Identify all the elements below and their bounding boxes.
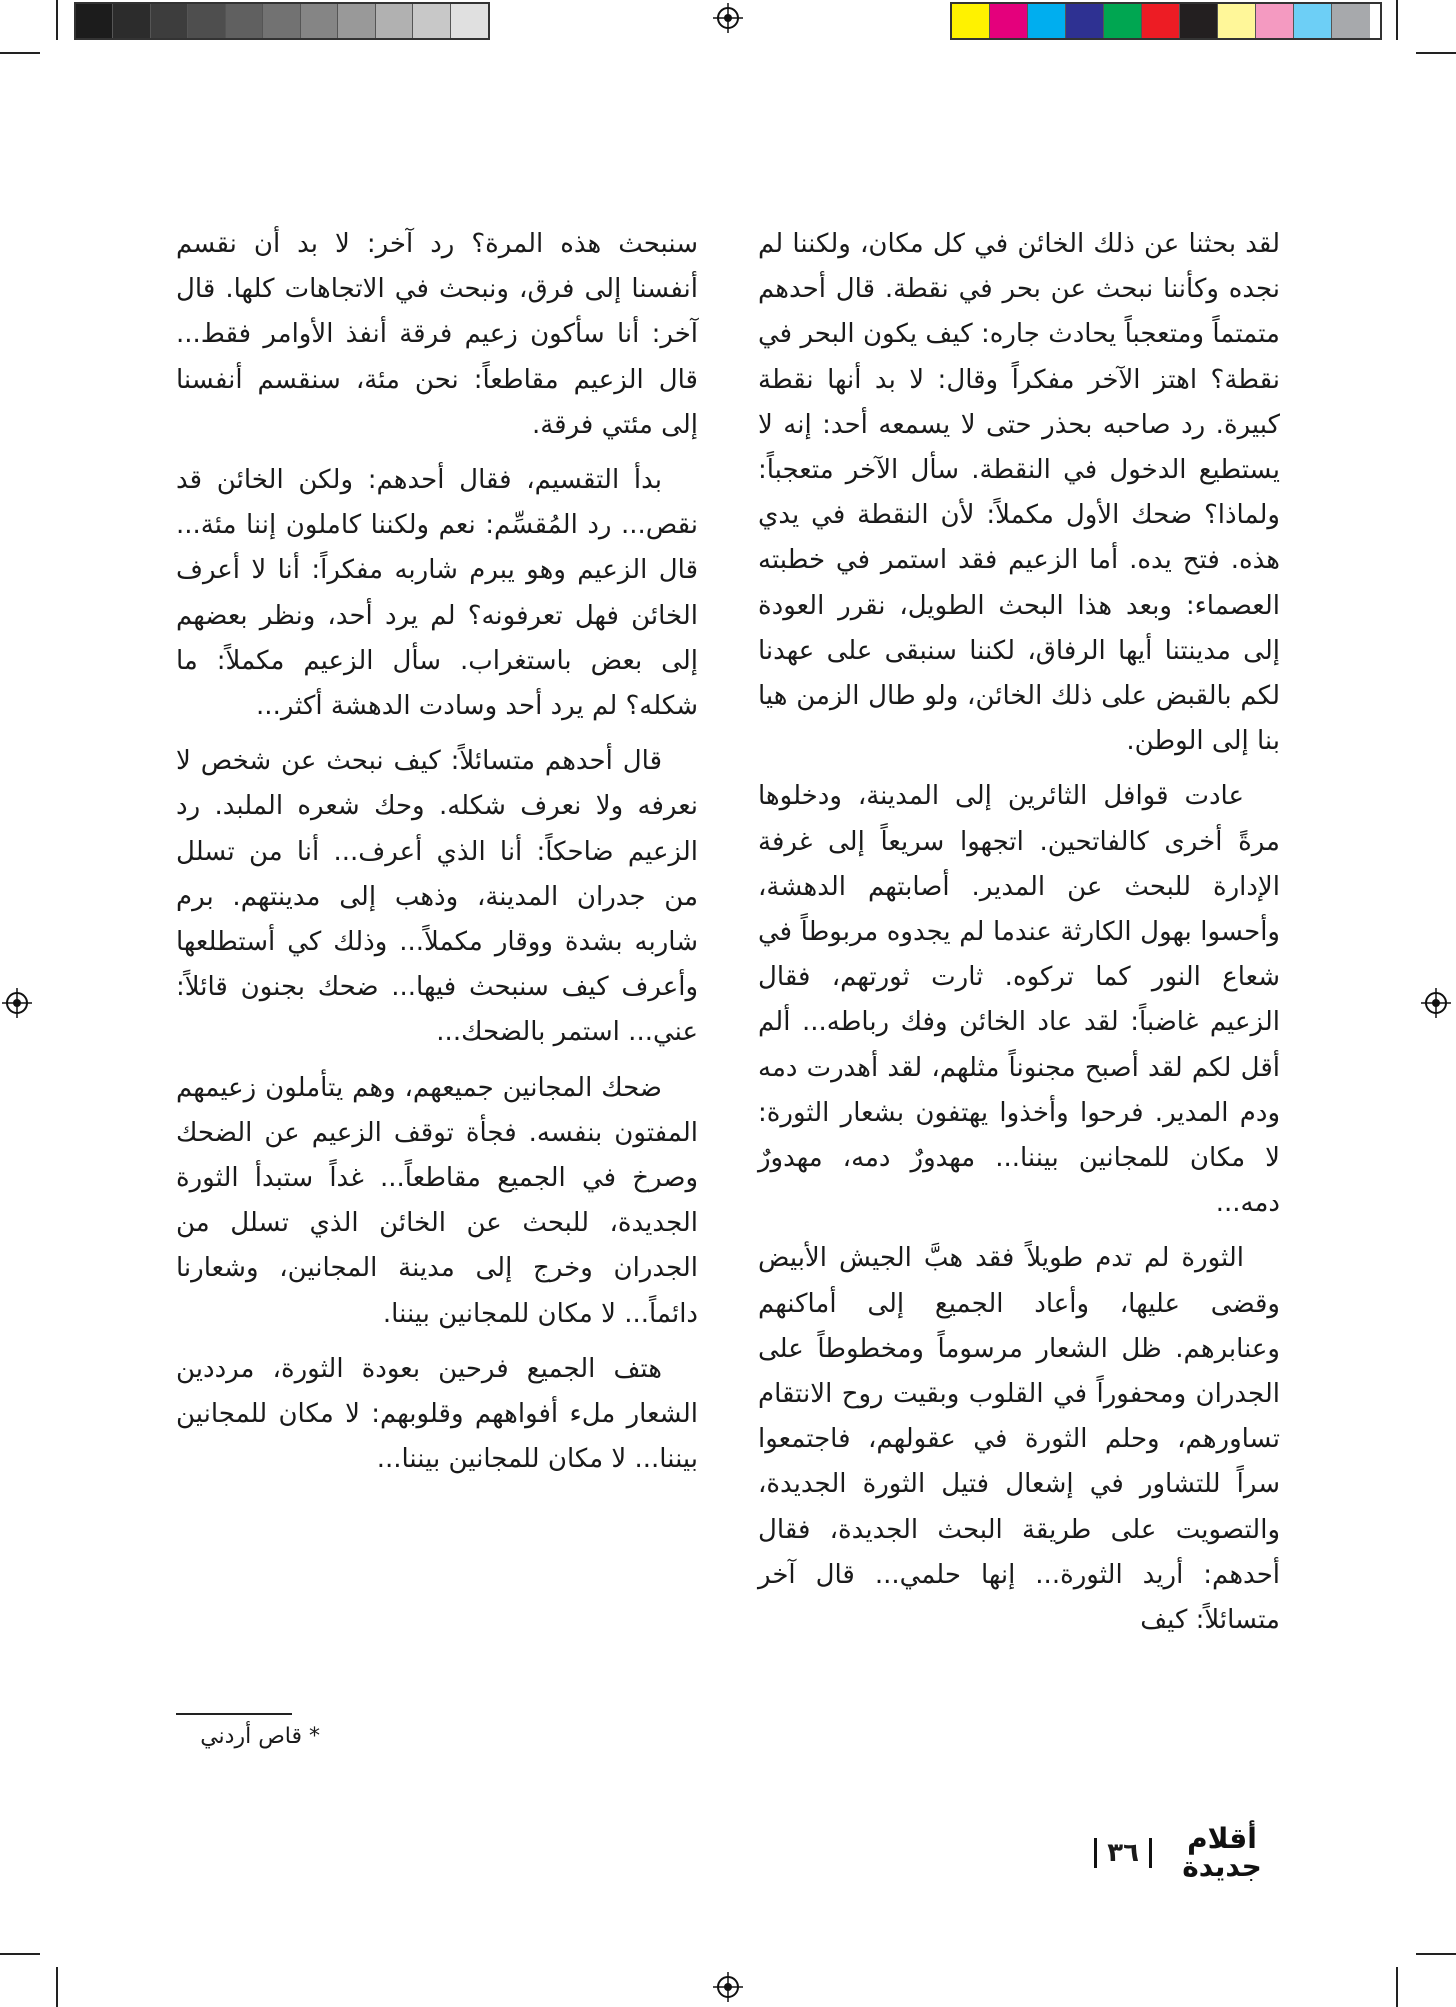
calibration-swatch [1218,4,1256,38]
page-number: ٣٦ [1107,1838,1139,1868]
calibration-swatch [263,4,300,38]
paragraph: ضحك المجانين جميعهم، وهم يتأملون زعيمهم المفتون بنفسه. فجأة توقف الزعيم عن الضحك وصرخ في الجميع مقاطعاً... غداً ستبدأ الثورة الجديدة، للبحث عن الخائن الذي تسلل من الجدران وخرج إلى مدينة المجانين، وشعارنا دائماً... لا مكان للمجانين بيننا. [176,1072,698,1329]
registration-mark-icon [713,1972,743,2002]
calibration-swatch [226,4,263,38]
calibration-swatch [1142,4,1180,38]
calibration-swatch [451,4,488,38]
calibration-swatch [1332,4,1370,38]
calibration-swatch [76,4,113,38]
crop-mark [1416,1953,1456,1955]
calibration-swatch [1294,4,1332,38]
crop-mark [56,1967,58,2007]
calibration-swatch [990,4,1028,38]
crop-mark [0,1953,40,1955]
paragraph: سنبحث هذه المرة؟ رد آخر: لا بد أن نقسم أنفسنا إلى فرق، ونبحث في الاتجاهات كلها. قال آخر: أنا سأكون زعيم فرقة أنفذ الأوامر فقط... قال الزعيم مقاطعاً: نحن مئة، سنقسم أنفسنا إلى مئتي فرقة. [176,229,698,440]
crop-mark [56,0,58,40]
footnote: * قاص أردني [200,1724,320,1749]
logo-line: جديدة [1182,1850,1262,1883]
folio-separator [1094,1838,1097,1868]
registration-mark-icon [713,3,743,33]
page-folio [1046,1818,1282,1888]
paragraph: عادت قوافل الثائرين إلى المدينة، ودخلوها مرةً أخرى كالفاتحين. اتجهوا سريعاً إلى غرفة الإدارة للبحث عن المدير. أصابتهم الدهشة، وأحسوا بهول الكارثة عندما لم يجدوه مربوطاً في شعاع النور كما تركوه. ثارت ثورتهم، فقال الزعيم غاضباً: لقد عاد الخائن وفك رباطه... ألم أقل لكم لقد أصبح مجنوناً مثلهم، لقد أهدرت دمه ودم المدير. فرحوا وأخذوا يهتفون بشعار الثورة: لا مكان للمجانين بيننا... مهدورٌ دمه، مهدورٌ دمه... [758,781,1280,1219]
folio-separator [1149,1838,1152,1868]
calibration-swatch [1180,4,1218,38]
calibration-swatch [1066,4,1104,38]
calibration-swatch [188,4,225,38]
logo-line: أقلام [1187,1822,1257,1855]
paragraph: بدأ التقسيم، فقال أحدهم: ولكن الخائن قد نقص... رد المُقسِّم: نعم ولكننا كاملون إننا مئة... قال الزعيم وهو يبرم شاربه مفكراً: أنا لا أعرف الخائن فهل تعرفونه؟ لم يرد أحد، ونظر بعضهم إلى بعض باستغراب. سأل الزعيم مكملاً: ما شكله؟ لم يرد أحد وسادت الدهشة أكثر... [176,465,698,722]
magazine-logo [1162,1822,1282,1883]
calibration-swatch [1256,4,1294,38]
paragraph: الثورة لم تدم طويلاً فقد هبَّ الجيش الأبيض وقضى عليها، وأعاد الجميع إلى أماكنهم وعنابرهم. ظل الشعار مرسوماً ومخطوطاً على الجدران ومحفوراً في القلوب وبقيت روح الانتقام تساورهم، وحلم الثورة في عقولهم، فاجتمعوا سراً للتشاور في إشعال فتيل الثورة الجديدة، والتصويت على طريقة البحث الجديدة، فقال أحدهم: أريد الثورة... إنها حلمي... قال آخر متسائلاً: كيف [758,1243,1280,1636]
paragraph: لقد بحثنا عن ذلك الخائن في كل مكان، ولكننا لم نجده وكأننا نبحث عن بحر في نقطة. قال أحدهم متمتماً ومتعجباً يحادث جاره: كيف يكون البحر في نقطة؟ اهتز الآخر مفكراً وقال: لا بد أنها نقطة كبيرة. رد صاحبه بحذر حتى لا يسمعه أحد: إنه لا يستطيع الدخول في النقطة. سأل الآخر متعجباً: ولماذا؟ ضحك الأول مكملاً: لأن النقطة في يدي هذه. فتح يده. أما الزعيم فقد استمر في خطبته العصماء: وبعد هذا البحث الطويل، نقرر العودة إلى مدينتنا أيها الرفاق، لكننا سنبقى على عهدنا لكم بالقبض على ذلك الخائن، ولو طال الزمن هيا بنا إلى الوطن. [758,229,1280,757]
footnote-divider [176,1713,292,1715]
calibration-swatch [113,4,150,38]
calibration-swatch [1104,4,1142,38]
article-column-right [758,222,1280,1653]
registration-mark-icon [2,988,32,1018]
crop-mark [1396,0,1398,40]
calibration-swatch [376,4,413,38]
calibration-swatch [338,4,375,38]
registration-mark-icon [1421,988,1451,1018]
color-calibration-strip [950,2,1382,40]
grayscale-calibration-strip [74,2,490,40]
crop-mark [1396,1967,1398,2007]
article-column-left [176,222,698,1492]
paragraph: قال أحدهم متسائلاً: كيف نبحث عن شخص لا نعرفه ولا نعرف شكله. وحك شعره الملبد. رد الزعيم ضاحكاً: أنا الذي أعرف... أنا من تسلل من جدران المدينة، وذهب إلى مدينتهم. برم شاربه بشدة ووقار مكملاً... وذلك كي أستطلعها وأعرف كيف سنبحث فيها... ضحك بجنون قائلاً: عني... استمر بالضحك... [176,746,698,1048]
calibration-swatch [952,4,990,38]
crop-mark [0,52,40,54]
calibration-swatch [1028,4,1066,38]
calibration-swatch [301,4,338,38]
paragraph: هتف الجميع فرحين بعودة الثورة، مرددين الشعار ملء أفواههم وقلوبهم: لا مكان للمجانين بيننا... لا مكان للمجانين بيننا... [176,1353,698,1475]
calibration-swatch [413,4,450,38]
calibration-swatch [151,4,188,38]
crop-mark [1416,52,1456,54]
